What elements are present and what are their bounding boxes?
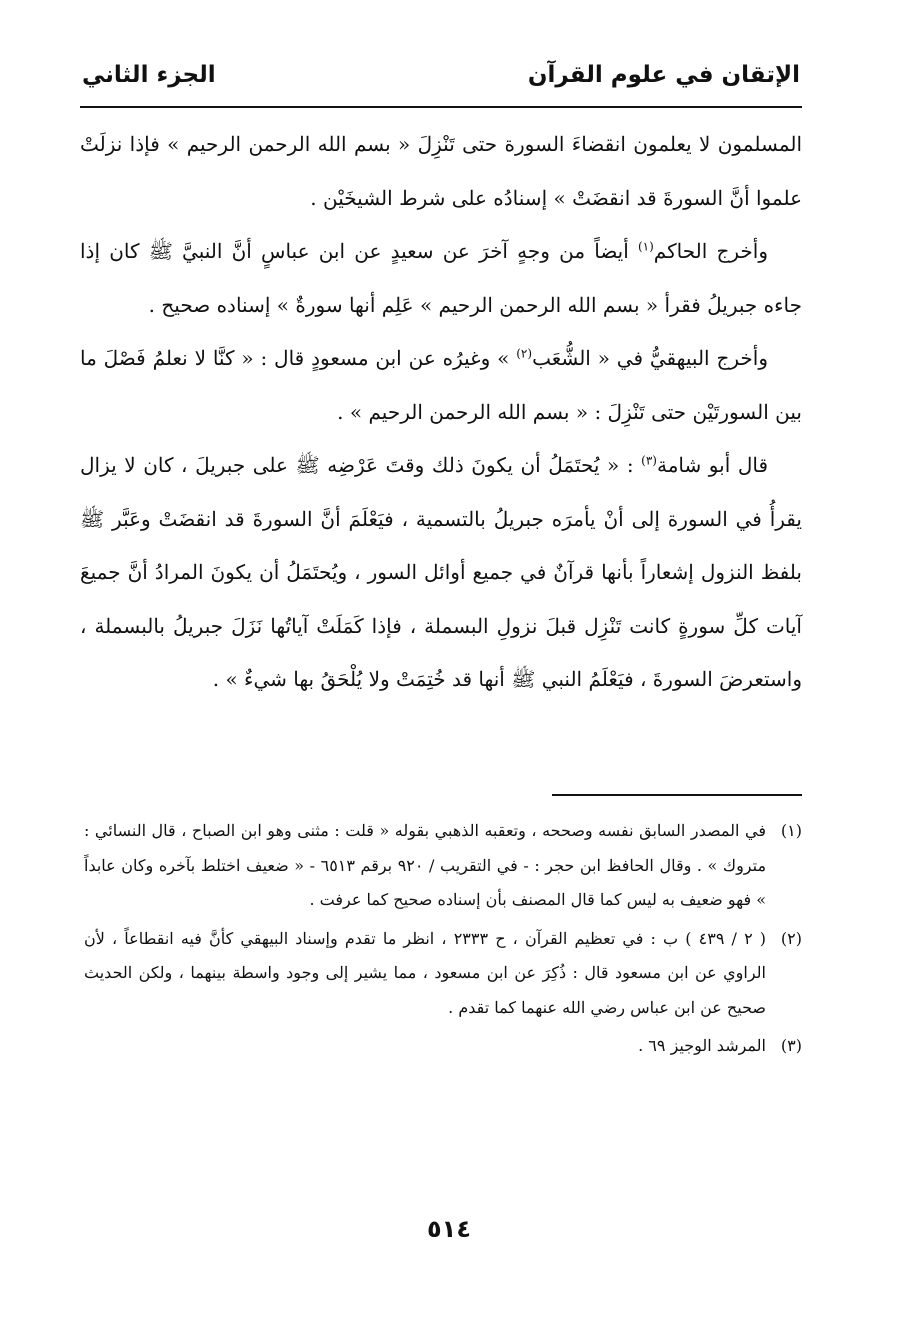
footnote-1	[84, 814, 802, 918]
volume-label: الجزء الثاني	[82, 62, 216, 88]
footnote-text: المرشد الوجيز ٦٩ .	[638, 1036, 766, 1055]
paragraph-3	[80, 332, 802, 439]
book-title: الإتقان في علوم القرآن	[527, 62, 800, 88]
footnote-divider	[552, 794, 802, 796]
paragraph-2-text-a: وأخرج الحاكم	[653, 239, 768, 263]
paragraph-4	[80, 439, 802, 707]
paragraph-3-text-b: » وغيرُه عن ابن مسعودٍ قال : « كنَّا لا نعلمُ فَصْلَ ما بين السورتَيْن حتى تَنْزِلَ : « بسم الله الرحمن الرحيم » .	[80, 346, 802, 424]
running-header	[82, 58, 800, 102]
footnote-number: (٢)	[780, 928, 802, 948]
paragraph-2-text-b: أيضاً من وجهٍ آخرَ عن سعيدٍ عن ابن عباسٍ أنَّ النبيَّ ﷺ كان إذا جاءه جبريلُ فقرأ « بسم الله الرحمن الرحيم » عَلِم أنها سورةٌ » إسناده صحيح .	[80, 239, 802, 317]
paragraph-4-text-a: قال أبو شامة	[656, 453, 769, 477]
header-divider	[80, 106, 802, 108]
page-number: ٥١٤	[427, 1215, 471, 1243]
footnote-text: ( ٢ / ٤٣٩ ) ب : في تعظيم القرآن ، ح ٢٣٣٣ ، انظر ما تقدم وإسناد البيهقي كأنَّ فيه انقطاعاً ، لأن الراوي عن ابن مسعود قال : ذُكِرَ عن ابن مسعود ، مما يشير إلى وجود واسطة بينهما ، ولكن الحديث صحيح عن ابن عباس رضي الله عنهما كما تقدم .	[84, 928, 767, 1017]
footnote-2	[84, 922, 802, 1026]
footnote-ref-1: (١)	[637, 239, 654, 254]
footnote-ref-2: (٢)	[516, 346, 533, 361]
footnote-number: (١)	[780, 821, 802, 840]
paragraph-1-text: المسلمون لا يعلمون انقضاءَ السورة حتى تَنْزِلَ « بسم الله الرحمن الرحيم » فإذا نزلَتْ علموا أنَّ السورةَ قد انقضَتْ » إسنادُه على شرط الشيخَيْن .	[80, 132, 802, 210]
paragraph-1	[80, 118, 802, 225]
footnote-text: في المصدر السابق نفسه وصححه ، وتعقبه الذهبي بقوله « قلت : مثنى وهو ابن الصباح ، قال النسائي : متروك » . وقال الحافظ ابن حجر : - في التقريب / ٩٢٠ برقم ٦٥١٣ - « ضعيف اختلط بآخره وكان عابداً » فهو ضعيف به ليس كما قال المصنف بأن إسناده صحيح كما عرفت .	[84, 821, 767, 909]
paragraph-3-text-a: وأخرج البيهقيُّ في « الشُّعَب	[532, 346, 768, 370]
footnote-number: (٣)	[780, 1036, 802, 1055]
paragraph-2	[80, 225, 802, 332]
footnote-3	[84, 1029, 802, 1064]
paragraph-4-text-b: : « يُحتَمَلُ أن يكونَ ذلك وقتَ عَرْضِه ﷺ على جبريلَ ، كان لا يزال يقرأُ في السورة إلى أنْ يأمرَه جبريلُ بالتسمية ، فيَعْلَمَ أنَّ السورةَ قد انقضَتْ وعَبَّر ﷺ بلفظ النزول إشعاراً بأنها قرآنٌ في جميع أوائل السور ، ويُحتَمَلُ أن يكونَ المرادُ أنَّ جميعَ آيات كلِّ سورةٍ كانت تَنْزِل قبلَ نزولِ البسملة ، فإذا كَمَلَتْ آياتُها نَزَلَ جبريلُ بالبسملة ، واستعرضَ السورةَ ، فيَعْلَمُ النبي ﷺ أنها قد خُتِمَتْ ولا يُلْحَقُ بها شيءٌ » .	[80, 453, 802, 691]
main-text	[80, 118, 802, 707]
footnotes	[84, 814, 802, 1068]
footnote-ref-3: (٣)	[641, 453, 657, 468]
